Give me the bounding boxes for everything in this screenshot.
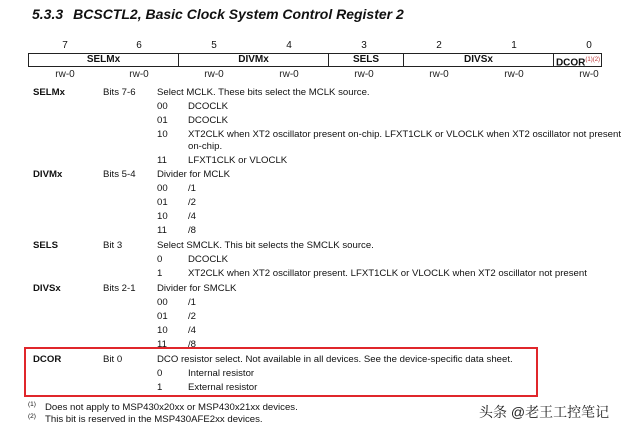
option-text: External resistor [188,382,258,393]
option-text: /2 [188,311,197,322]
footnote-text: Does not apply to MSP430x20xx or MSP430x21xx devices. [45,402,298,413]
option-code: 01 [157,115,168,126]
section-heading [32,6,404,22]
field-desc-selmx: Select MCLK. These bits select the MCLK source. [157,87,370,98]
section-number: 5.3.3 [32,6,64,22]
option-text: DCOCLK [188,101,228,112]
option-text: /2 [188,197,197,208]
field-bits-divsx: Bits 2-1 [103,283,136,294]
bit-number: 4 [286,40,292,51]
bit-number: 0 [586,40,592,51]
access-type: rw-0 [429,69,449,80]
option-text: /8 [188,225,197,236]
field-desc-sels: Select SMCLK. This bit selects the SMCLK source. [157,240,374,251]
bit-number: 7 [62,40,68,51]
register-field-dcor [554,54,602,69]
field-bits-sels: Bit 3 [103,240,123,251]
option-code: 01 [157,311,168,322]
option-code: 0 [157,368,163,379]
dcor-footnote-ref: (1)(2) [585,57,601,63]
option-text: /1 [188,297,197,308]
bit-number-row [28,40,602,52]
field-name-dcor: DCOR [33,354,62,365]
option-text: /8 [188,339,197,350]
footnote-mark: (1) [28,401,36,408]
option-text: DCOCLK [188,254,228,265]
access-type: rw-0 [579,69,599,80]
register-field-divsx: DIVSx [464,54,493,65]
option-code: 11 [157,155,167,166]
option-code: 00 [157,101,168,112]
bit-number: 5 [211,40,217,51]
option-text: XT2CLK when XT2 oscillator present on-chip. LFXT1CLK or VLOCLK when XT2 oscillator not present on-chip. [188,129,621,152]
register-field-divmx: DIVMx [238,54,269,65]
option-code: 11 [157,225,167,236]
option-code: 10 [157,211,168,222]
register-layout-table [28,53,602,67]
field-bits-dcor: Bit 0 [103,354,123,365]
option-code: 00 [157,183,168,194]
field-desc-divsx: Divider for SMCLK [157,283,237,294]
option-text: LFXT1CLK or VLOCLK [188,155,288,166]
option-code: 11 [157,339,167,350]
option-text: /4 [188,325,197,336]
access-type: rw-0 [504,69,524,80]
section-title: BCSCTL2, Basic Clock System Control Register 2 [73,6,404,22]
field-name-selmx: SELMx [33,87,65,98]
field-name-sels: SELS [33,240,59,251]
option-code: 00 [157,297,168,308]
access-type: rw-0 [129,69,149,80]
watermark: 头条 @老王工控笔记 [479,404,610,420]
option-code: 10 [157,129,168,140]
dcor-label: DCOR [555,57,586,69]
access-type: rw-0 [279,69,299,80]
footnote-mark: (2) [28,413,36,420]
option-text: /4 [188,211,197,222]
field-desc-divmx: Divider for MCLK [157,169,231,180]
option-text: /1 [188,183,197,194]
footnote-text: This bit is reserved in the MSP430AFE2xx devices. [45,414,263,425]
option-code: 01 [157,197,168,208]
field-desc-dcor: DCO resistor select. Not available in all devices. See the device-specific data sheet. [157,354,513,365]
register-field-selmx: SELMx [86,54,121,65]
option-text: Internal resistor [188,368,255,379]
field-name-divsx: DIVSx [33,283,61,294]
option-text: XT2CLK when XT2 oscillator present. LFXT1CLK or VLOCLK when XT2 oscillator not present [188,268,587,279]
bit-number: 3 [361,40,367,51]
field-bits-selmx: Bits 7-6 [103,87,136,98]
bit-number: 1 [511,40,517,51]
option-text: DCOCLK [188,115,228,126]
access-row [28,69,602,81]
option-code: 1 [157,268,163,279]
bit-number: 6 [136,40,142,51]
option-code: 1 [157,382,163,393]
option-code: 0 [157,254,163,265]
option-code: 10 [157,325,168,336]
field-name-divmx: DIVMx [33,169,63,180]
access-type: rw-0 [204,69,224,80]
access-type: rw-0 [55,69,75,80]
bit-number: 2 [436,40,442,51]
field-bits-divmx: Bits 5-4 [103,169,136,180]
access-type: rw-0 [354,69,374,80]
register-field-sels: SELS [352,54,380,65]
